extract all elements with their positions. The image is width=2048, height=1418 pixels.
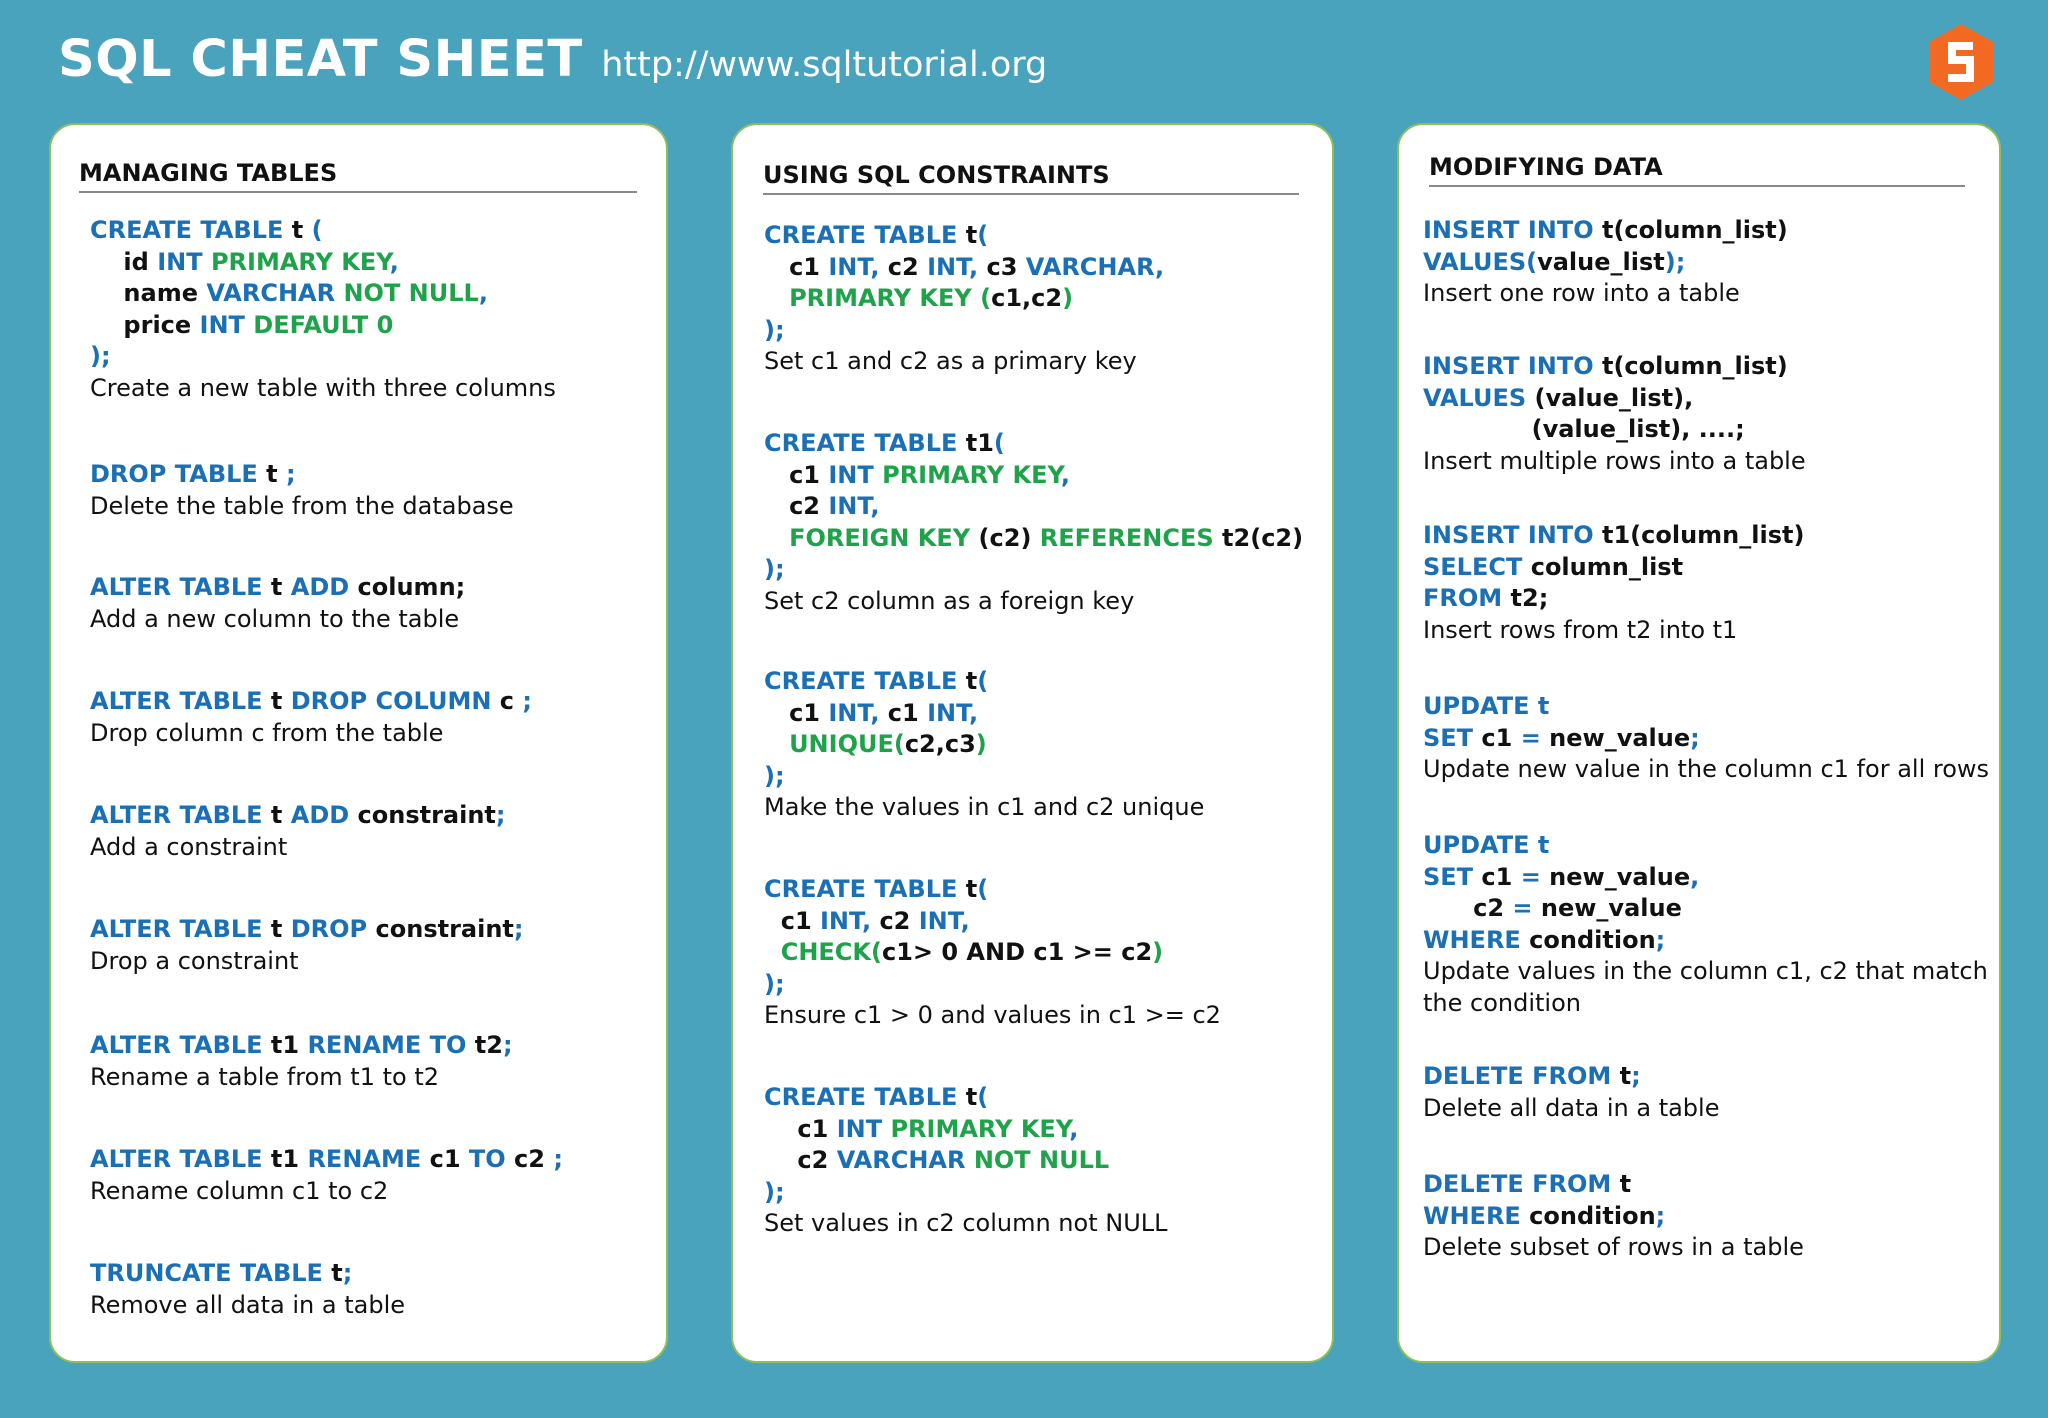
sql-keyword: UPDATE t [1423, 831, 1550, 859]
sql-keyword: SET [1423, 723, 1474, 752]
sql-constraint: NOT NULL [973, 1146, 1110, 1174]
sql-keyword: INT, [828, 492, 880, 520]
command-description: Insert multiple rows into a table [1423, 446, 1806, 475]
sql-keyword: INT, [828, 252, 888, 281]
sql-keyword: ADD [290, 801, 350, 829]
sql-code-line [90, 310, 556, 342]
sql-code-line [1423, 830, 1988, 862]
sql-constraint: UNIQUE( [764, 730, 905, 758]
sql-keyword: INSERT INTO [1423, 521, 1594, 549]
sql-keyword: , [1069, 1114, 1079, 1143]
sql-code-line [1423, 925, 1988, 957]
sql-keyword: INSERT INTO [1423, 216, 1594, 244]
command-description: Update new value in the column c1 for all rows [1423, 755, 1990, 783]
command-entry [1423, 215, 1788, 310]
sql-keyword: , [389, 247, 399, 276]
sql-keyword: INT, [828, 698, 888, 727]
sql-identifier: t1 [262, 1031, 308, 1059]
sql-keyword: ; [522, 687, 532, 715]
sql-identifier: t [1611, 1062, 1632, 1090]
sql-keyword: ALTER TABLE [90, 687, 263, 715]
sql-constraint: NOT NULL [343, 279, 479, 307]
sql-keyword: CREATE TABLE [764, 667, 958, 695]
sql-identifier: t2 [466, 1031, 503, 1059]
sql-keyword: VALUES( [1423, 247, 1538, 276]
sql-identifier: column_list [1522, 552, 1684, 581]
page-title: SQL CHEAT SHEET [58, 30, 583, 89]
sql-identifier: condition [1520, 1201, 1656, 1230]
sql-identifier: c1 [764, 1114, 837, 1143]
sql-code-line [1423, 1201, 1804, 1233]
sql-identifier: value_list [1537, 247, 1665, 276]
sql-code-line [90, 459, 514, 491]
sql-identifier: t1(column_list) [1593, 521, 1805, 549]
sql-keyword: ( [977, 875, 989, 903]
sql-code-line [764, 283, 1164, 315]
sql-keyword: WHERE [1423, 1201, 1521, 1230]
sql-keyword: DROP TABLE [90, 460, 258, 488]
sql-code-line [764, 315, 1164, 347]
sql-keyword: UPDATE t [1423, 692, 1550, 720]
sql-identifier: t [262, 573, 291, 601]
sql-code-line [764, 1082, 1168, 1114]
sql-code-line [1423, 1169, 1804, 1201]
command-description: Remove all data in a table [90, 1290, 406, 1319]
command-entry [1423, 691, 1989, 786]
command-entry [90, 459, 514, 522]
sql-identifier: (value_list), [1534, 383, 1694, 412]
sql-code-line [764, 761, 1204, 793]
sql-code-line [764, 554, 1303, 586]
sql-identifier: c1 [1473, 723, 1521, 752]
sql-identifier: t [957, 875, 978, 903]
sql-keyword: ; [513, 915, 524, 943]
sql-keyword: ); [764, 761, 785, 790]
sql-identifier: constraint [367, 915, 514, 943]
sql-keyword: ( [311, 216, 323, 244]
command-description: Drop a constraint [90, 946, 299, 975]
sql-code-line [764, 937, 1221, 969]
command-description: the condition [1423, 988, 1581, 1017]
sql-constraint: REFERENCES [1039, 523, 1223, 552]
command-description: Update values in the column c1, c2 that match [1423, 957, 1988, 985]
sql-constraint: DEFAULT 0 [253, 310, 394, 339]
sql-identifier: c2 [505, 1145, 554, 1173]
sql-constraint: FOREIGN KEY [764, 523, 979, 552]
panel-sql-constraints [731, 123, 1334, 1363]
sql-identifier: constraint [349, 801, 496, 829]
command-description: Set c1 and c2 as a primary key [764, 347, 1137, 375]
sql-code-line [1423, 893, 1988, 925]
command-description: Add a new column to the table [90, 604, 460, 633]
sql-keyword: ALTER TABLE [90, 573, 263, 601]
sql-identifier: c2 [1423, 894, 1513, 922]
site-url-link[interactable]: http://www.sqltutorial.org [601, 45, 1048, 85]
sql-code-line [764, 1177, 1168, 1209]
sql-code-line [1423, 215, 1788, 247]
sql-keyword: , [478, 279, 488, 307]
sql-keyword: DROP [290, 915, 368, 943]
sql-keyword: ( [977, 667, 989, 695]
sql-constraint: ) [1152, 938, 1164, 966]
sql-identifier: t [262, 801, 291, 829]
sql-keyword: TRUNCATE TABLE [90, 1259, 323, 1287]
sql-identifier: c1 [421, 1145, 469, 1173]
sql-keyword: ALTER TABLE [90, 801, 263, 829]
sql-keyword: CREATE TABLE [764, 429, 958, 457]
command-entry [764, 1082, 1168, 1240]
panel-heading: MANAGING TABLES [79, 159, 637, 193]
command-description: Insert rows from t2 into t1 [1423, 615, 1738, 644]
sql-keyword: ( [977, 1083, 989, 1111]
sql-code-line [1423, 862, 1988, 894]
sql-identifier: price [90, 310, 200, 339]
sql-keyword: ); [764, 315, 785, 344]
sql-constraint: PRIMARY KEY [890, 1114, 1070, 1143]
sql-identifier: c [491, 687, 523, 715]
sql-keyword: VALUES [1423, 383, 1535, 412]
sql-identifier: c2 [887, 252, 928, 281]
sql-keyword: = [1520, 862, 1541, 891]
sql-keyword: VARCHAR, [1025, 252, 1165, 281]
sql-keyword: ; [1631, 1062, 1641, 1090]
sql-identifier: c2 [879, 906, 919, 935]
sql-identifier: (c2) [978, 523, 1040, 552]
sql-identifier: new_value [1540, 862, 1691, 891]
sql-keyword: TO [468, 1145, 506, 1173]
command-entry [764, 220, 1164, 378]
sql-identifier: c2 [764, 1146, 837, 1174]
sql-code-line [90, 341, 556, 373]
sql-identifier: name [90, 279, 207, 307]
sql-keyword: INT, [820, 906, 880, 935]
sql-code-line [1423, 552, 1804, 584]
sql-identifier: c3 [986, 252, 1026, 281]
sql-identifier: t2(c2) [1222, 523, 1304, 552]
sql-keyword: ALTER TABLE [90, 1031, 263, 1059]
sql-tutorial-logo-icon [1926, 22, 1996, 102]
command-entry [1423, 830, 1988, 1019]
sql-constraint: ) [975, 730, 987, 758]
command-description: Rename column c1 to c2 [90, 1176, 389, 1205]
sql-identifier: c2,c3 [904, 730, 976, 758]
sql-keyword: = [1512, 894, 1533, 922]
header [58, 30, 1047, 100]
command-description: Delete the table from the database [90, 491, 514, 520]
sql-code-line [90, 278, 556, 310]
sql-code-line [764, 906, 1221, 938]
sql-code-line [1423, 583, 1804, 615]
sql-code-line [1423, 383, 1806, 415]
command-entry [90, 1258, 405, 1321]
sql-code-line [764, 698, 1204, 730]
sql-code-line [764, 874, 1221, 906]
sql-keyword: INT [836, 1114, 891, 1143]
sql-identifier: c1,c2 [991, 284, 1063, 312]
command-entry [1423, 1169, 1804, 1264]
sql-keyword: ALTER TABLE [90, 1145, 263, 1173]
sql-code-line [90, 686, 532, 718]
sql-identifier: t2; [1502, 584, 1549, 612]
sql-code-line [90, 914, 524, 946]
sql-keyword: INT [828, 460, 883, 489]
sql-code-line [764, 428, 1303, 460]
sql-code-line [90, 1030, 513, 1062]
sql-keyword: ; [502, 1031, 513, 1059]
sql-keyword: CREATE TABLE [764, 221, 958, 249]
sql-identifier: (value_list), ....; [1423, 415, 1745, 443]
sql-keyword: SELECT [1423, 552, 1523, 581]
sql-keyword: CREATE TABLE [90, 216, 284, 244]
command-description: Delete subset of rows in a table [1423, 1233, 1804, 1261]
sql-code-line [1423, 723, 1989, 755]
command-entry [90, 800, 506, 863]
sql-identifier: column; [349, 573, 466, 601]
sql-identifier: t(column_list) [1593, 216, 1788, 244]
sql-code-line [764, 220, 1164, 252]
panel-managing-tables [49, 123, 668, 1363]
sql-identifier: c1 [764, 252, 829, 281]
sql-identifier: t [1611, 1170, 1632, 1198]
sql-identifier: c1 [764, 906, 820, 935]
command-entry [90, 1144, 563, 1207]
sql-identifier: t [957, 1083, 978, 1111]
sql-code-line [764, 460, 1303, 492]
command-description: Drop column c from the table [90, 718, 444, 747]
sql-code-line [764, 1114, 1168, 1146]
sql-keyword: FROM [1423, 584, 1503, 612]
panel-heading: MODIFYING DATA [1429, 153, 1965, 187]
sql-code-line [764, 729, 1204, 761]
command-entry [90, 215, 556, 404]
sql-code-line [1423, 414, 1806, 446]
sql-code-line [90, 572, 465, 604]
sql-keyword: RENAME TO [307, 1031, 467, 1059]
sql-keyword: ; [1655, 1201, 1666, 1230]
command-description: Insert one row into a table [1423, 279, 1740, 307]
sql-code-line [1423, 351, 1806, 383]
sql-keyword: ; [495, 801, 506, 829]
sql-identifier: t [957, 667, 978, 695]
sql-keyword: ); [764, 1177, 785, 1206]
panel-modifying-data [1397, 123, 2001, 1363]
sql-keyword: VARCHAR [206, 279, 344, 307]
command-description: Set c2 column as a foreign key [764, 586, 1135, 615]
sql-identifier: new_value [1540, 723, 1691, 752]
sql-code-line [764, 491, 1303, 523]
sql-code-line [90, 247, 556, 279]
sql-code-line [90, 215, 556, 247]
sql-keyword: SET [1423, 862, 1474, 891]
command-description: Create a new table with three columns [90, 373, 556, 402]
sql-identifier: t [957, 221, 978, 249]
command-description: Add a constraint [90, 832, 288, 861]
command-entry [90, 914, 524, 977]
sql-keyword: CREATE TABLE [764, 875, 958, 903]
command-entry [1423, 351, 1806, 477]
sql-constraint: ) [1062, 284, 1074, 312]
command-entry [1423, 1061, 1719, 1124]
sql-keyword: ( [993, 429, 1005, 457]
sql-identifier: c1> 0 AND c1 >= c2 [881, 938, 1153, 966]
sql-identifier: t1 [262, 1145, 308, 1173]
sql-identifier: condition [1520, 925, 1656, 954]
sql-constraint: CHECK( [764, 938, 882, 966]
sql-keyword: INT, [918, 906, 970, 935]
command-entry [764, 428, 1303, 617]
sql-keyword: DELETE FROM [1423, 1170, 1612, 1198]
sql-keyword: INT [199, 310, 254, 339]
sql-keyword: ( [977, 221, 989, 249]
sql-keyword: ALTER TABLE [90, 915, 263, 943]
sql-code-line [90, 1258, 405, 1290]
sql-keyword: ; [1690, 723, 1700, 752]
sql-code-line [764, 523, 1303, 555]
sql-code-line [1423, 691, 1989, 723]
sql-keyword: ); [764, 969, 785, 998]
sql-identifier: t [262, 687, 291, 715]
sql-keyword: ADD [290, 573, 350, 601]
sql-identifier: t1 [957, 429, 994, 457]
sql-identifier: c1 [887, 698, 928, 727]
sql-identifier: t [322, 1259, 343, 1287]
command-description: Set values in c2 column not NULL [764, 1209, 1168, 1237]
sql-identifier: c1 [1473, 862, 1521, 891]
sql-constraint: PRIMARY KEY ( [764, 284, 992, 312]
sql-code-line [90, 1144, 563, 1176]
sql-code-line [764, 666, 1204, 698]
sql-constraint: PRIMARY KEY [210, 247, 390, 276]
command-entry [90, 686, 532, 749]
panel-heading: USING SQL CONSTRAINTS [763, 161, 1299, 195]
sql-identifier: t [283, 216, 312, 244]
sql-keyword: INT, [927, 698, 979, 727]
sql-keyword: ); [1664, 247, 1686, 276]
sql-keyword: ; [553, 1145, 563, 1173]
command-entry [764, 874, 1221, 1032]
command-description: Ensure c1 > 0 and values in c1 >= c2 [764, 1001, 1221, 1029]
sql-identifier: t(column_list) [1593, 352, 1788, 380]
sql-keyword: DELETE FROM [1423, 1062, 1612, 1090]
sql-code-line [90, 800, 506, 832]
sql-keyword: , [1690, 862, 1700, 891]
sql-constraint: PRIMARY KEY [882, 460, 1061, 489]
sql-code-line [764, 969, 1221, 1001]
sql-keyword: INT, [927, 252, 987, 281]
sql-keyword: DROP COLUMN [290, 687, 492, 715]
sql-code-line [764, 252, 1164, 284]
command-description: Rename a table from t1 to t2 [90, 1062, 439, 1091]
command-description: Make the values in c1 and c2 unique [764, 793, 1205, 821]
command-entry [90, 1030, 513, 1093]
command-entry [1423, 520, 1804, 646]
sql-identifier: t [257, 460, 286, 488]
sql-identifier: new_value [1532, 894, 1682, 922]
sql-keyword: INSERT INTO [1423, 352, 1594, 380]
sql-keyword: = [1520, 723, 1541, 752]
sql-keyword: ; [1655, 925, 1666, 954]
sql-code-line [1423, 520, 1804, 552]
sql-keyword: ); [90, 342, 111, 370]
sql-keyword: ; [342, 1259, 353, 1287]
command-entry [90, 572, 465, 635]
command-entry [764, 666, 1204, 824]
sql-identifier: c1 [764, 460, 829, 489]
sql-keyword: WHERE [1423, 925, 1521, 954]
sql-code-line [764, 1145, 1168, 1177]
sql-keyword: ; [286, 460, 296, 488]
sql-keyword: INT [157, 247, 211, 276]
sql-keyword: VARCHAR [836, 1146, 974, 1174]
command-description: Delete all data in a table [1423, 1093, 1720, 1122]
sql-keyword: CREATE TABLE [764, 1083, 958, 1111]
sql-keyword: ); [764, 555, 785, 583]
sql-code-line [1423, 247, 1788, 279]
sql-identifier: c2 [764, 492, 829, 520]
sql-identifier: t [262, 915, 291, 943]
sql-identifier: id [90, 247, 158, 276]
sql-identifier: c1 [764, 698, 829, 727]
sql-code-line [1423, 1061, 1719, 1093]
sql-keyword: RENAME [307, 1145, 422, 1173]
sql-keyword: , [1060, 460, 1070, 489]
